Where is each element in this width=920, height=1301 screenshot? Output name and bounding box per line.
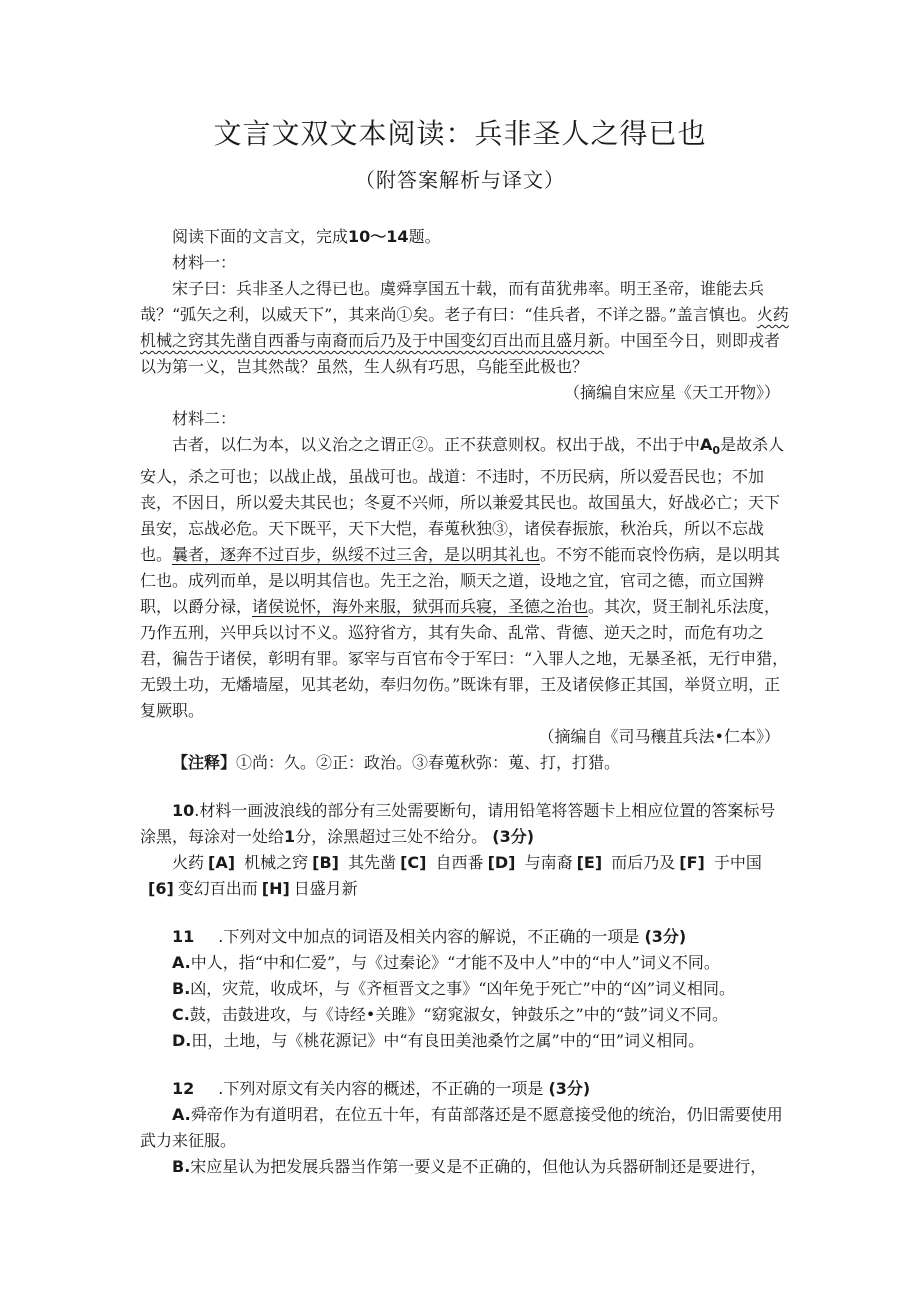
option-b[interactable] bbox=[140, 976, 790, 1002]
intro-line bbox=[140, 224, 790, 250]
note-label: 【注释】 bbox=[172, 753, 237, 773]
segment-text: 变幻百出而 bbox=[177, 879, 258, 899]
option-key: C. bbox=[172, 1005, 190, 1025]
segment-text: 火药 bbox=[172, 853, 205, 873]
option-text: 中人，指“中和仁爱”，与《过秦论》“才能不及中人”中的“中人”词义不同。 bbox=[190, 953, 720, 973]
document-body bbox=[140, 224, 790, 1180]
question-12-stem: .下列对原文有关内容的概述，不正确的一项是 bbox=[218, 1079, 544, 1099]
question-10-text2: 分，涂黑超过三处不给分。 bbox=[295, 827, 488, 847]
option-key: B. bbox=[172, 1157, 191, 1177]
question-10 bbox=[140, 798, 790, 850]
page-title: 文言文双文本阅读：兵非圣人之得已也 bbox=[213, 117, 707, 150]
option-text: 宋应星认为把发展兵器当作第一要义是不正确的，但他认为兵器研制还是要进行， bbox=[190, 1157, 767, 1177]
segment-text: 于中国 bbox=[713, 853, 762, 873]
option-key: D. bbox=[172, 1031, 192, 1051]
material-two-part1: 古者，以仁为本，以义治之之谓正②。正不获意则权。权出于战，不出于中 bbox=[172, 435, 701, 454]
answer-key[interactable]: [A] bbox=[208, 853, 236, 873]
segment-text: 日盛月新 bbox=[293, 879, 358, 899]
question-12-number: 12 bbox=[172, 1079, 195, 1099]
question-11-stem: .下列对文中加点的词语及相关内容的解说，不正确的一项是 bbox=[218, 927, 640, 947]
material-two-part4: 。其次，贤王制礼乐法度，乃作五刑，兴甲兵以讨不义。巡狩省方，其有失命、乱常、背德、逆天之时，而危有功之君，徧告于诸侯，彰明有罪。冢宰与百官布令于军曰：“入罪人之地，无暴圣祇，无行申猎，无毁土功，无燔墙屋，见其老幼，奉归勿伤。”既诛有罪，王及诸侯修正其国，举贤立明，正复厥职。 bbox=[140, 597, 789, 721]
annotation-note bbox=[140, 750, 790, 776]
material-one-label: 材料一： bbox=[172, 253, 237, 272]
question-10-options-line2 bbox=[140, 876, 790, 902]
intro-text-end: 题。 bbox=[408, 227, 441, 246]
option-key: B. bbox=[172, 979, 191, 999]
dotted-marker: A bbox=[700, 435, 713, 454]
question-10-points: 1 bbox=[284, 827, 296, 847]
option-b[interactable] bbox=[140, 1154, 790, 1180]
question-12 bbox=[140, 1076, 790, 1102]
option-d[interactable] bbox=[140, 1028, 790, 1054]
option-a[interactable] bbox=[140, 1102, 790, 1154]
intro-text: 阅读下面的文言文，完成 bbox=[172, 227, 349, 246]
question-12-score: (3分) bbox=[548, 1079, 591, 1099]
material-two-text bbox=[140, 432, 790, 724]
segment-text: 自西番 bbox=[435, 853, 484, 873]
wavy-underlined-passage: 火药机械之窍其先凿自西番与南裔而后乃及于中国变幻百出而且盛月新 bbox=[140, 305, 789, 350]
material-one-part2: 。中国至今日，则即戎者以为第一义，岂其然哉？虽然，生人纵有巧思，乌能至此极也？ bbox=[140, 331, 781, 376]
underlined-sentence-1: 曩者，逐奔不过百步，纵绥不过三舍，是以明其礼也 bbox=[172, 545, 541, 565]
material-two-part3: 。不穷不能而哀怜伤病，是以明其仁也。成列而单，是以明其信也。先王之治，顺天之道，设地之宜，官司之德，而立国辨职，以爵分禄， bbox=[140, 545, 781, 617]
question-10-number: 10 bbox=[172, 801, 195, 821]
segment-text: 机械之窍 bbox=[244, 853, 309, 873]
segment-text: 而后乃及 bbox=[611, 853, 676, 873]
question-11 bbox=[140, 924, 790, 950]
material-two-label: 材料二： bbox=[172, 409, 237, 428]
material-two-part2: 是故杀人安人，杀之可也；以战止战，虽战可也。战道：不违时，不历民病，所以爱吾民也；不加丧，不因日，所以爱夫其民也；冬夏不兴师，所以兼爱其民也。故国虽大，好战必亡；天下虽安，忘战必危。天下既平，天下大恺，春蒐秋独③，诸侯春振旅，秋治兵，所以不忘战也。 bbox=[140, 435, 785, 565]
option-text: 舜帝作为有道明君，在位五十年，有苗部落还是不愿意接受他的统治，仍旧需要使用武力来征服。 bbox=[140, 1105, 783, 1151]
answer-key[interactable]: [H] bbox=[261, 879, 290, 899]
material-one-source: （摘编自宋应星《天工开物》） bbox=[563, 383, 780, 402]
answer-key[interactable]: [F] bbox=[679, 853, 705, 873]
option-text: 鼓，击鼓进攻，与《诗经•关雎》“窈窕淑女，钟鼓乐之”中的“鼓”词义不同。 bbox=[189, 1005, 728, 1025]
material-one-text bbox=[140, 276, 790, 380]
intro-range: 10〜14 bbox=[348, 227, 409, 246]
option-c[interactable] bbox=[140, 1002, 790, 1028]
option-key: A. bbox=[172, 953, 191, 973]
underlined-sentence-2: 诸侯说怀，海外来服，狱弭而兵寝，圣德之治也 bbox=[252, 597, 589, 617]
option-text: 凶，灾荒，收成坏，与《齐桓晋文之事》“凶年免于死亡”中的“凶”词义相同。 bbox=[190, 979, 736, 999]
material-one-part1: 宋子曰：兵非圣人之得已也。虞舜享国五十载，而有苗犹弗率。明王圣帝，谁能去兵哉？“弧矢之利，以威天下”，其来尚①矣。老子有曰：“佳兵者，不详之器。”盖言慎也。 bbox=[140, 279, 765, 324]
segment-text: 与南裔 bbox=[524, 853, 573, 873]
question-10-text: .材料一画波浪线的部分有三处需要断句，请用铅笔将答题卡上相应位置的答案标号涂黑，每涂对一处给 bbox=[140, 801, 776, 847]
option-text: 田，土地，与《桃花源记》中“有良田美池桑竹之属”中的“田”词义相同。 bbox=[191, 1031, 705, 1051]
segment-text: 其先凿 bbox=[348, 853, 397, 873]
page-subtitle: （附答案解析与译文） bbox=[355, 168, 565, 192]
answer-key[interactable]: [E] bbox=[576, 853, 603, 873]
material-two-source: （摘编自《司马穰苴兵法•仁本》） bbox=[538, 727, 780, 747]
answer-key[interactable]: [6] bbox=[148, 879, 174, 899]
question-11-score: (3分) bbox=[644, 927, 687, 947]
answer-key[interactable]: [D] bbox=[487, 853, 516, 873]
option-a[interactable] bbox=[140, 950, 790, 976]
question-10-score: (3分) bbox=[492, 827, 535, 847]
option-key: A. bbox=[172, 1105, 191, 1125]
answer-key[interactable]: [B] bbox=[312, 853, 339, 873]
answer-key[interactable]: [C] bbox=[400, 853, 427, 873]
dotted-marker-sub: 0 bbox=[712, 444, 721, 458]
note-text: ①尚：久。②正：政治。③春蒐秋弥：蒐、打，打猎。 bbox=[236, 753, 621, 773]
question-10-options-line1 bbox=[140, 850, 790, 876]
question-11-number: 11 bbox=[172, 927, 195, 947]
